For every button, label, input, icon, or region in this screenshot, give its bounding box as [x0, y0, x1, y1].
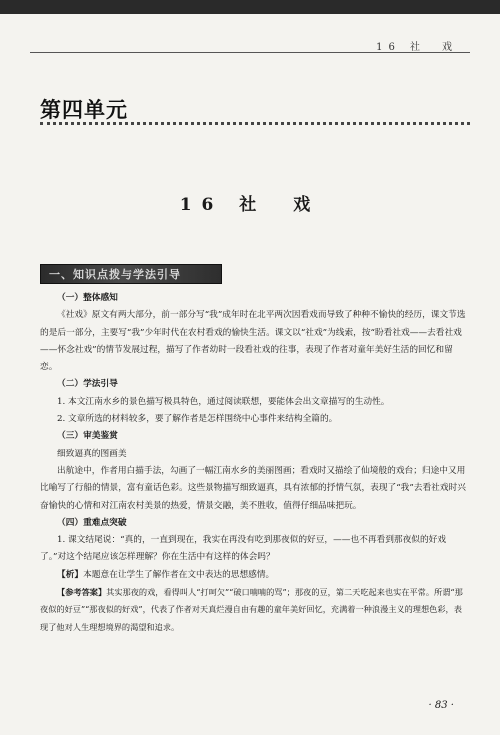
header-rule — [30, 52, 470, 53]
content-body — [40, 290, 468, 636]
answer-label: 【参考答案】 — [57, 587, 107, 598]
analysis-text: 本题意在让学生了解作者在文中表达的思想感情。 — [83, 569, 275, 580]
unit-title: 第四单元 — [40, 98, 128, 122]
paragraph-method-1: 1. 本文江南水乡的景色描写极具特色，通过阅读联想，要能体会出文章描写的生动性。 — [57, 396, 390, 407]
analysis-paragraph — [40, 567, 468, 584]
answer-text: 其实那夜的戏，看得叫人“打呵欠”“破口喃喃的骂”；那夜的豆，第二天吃起来也实在平常。所谓“那夜似的好豆”“那夜似的好戏”，代表了作者对天真烂漫自由有趣的童年美好回忆，充满着一种浪漫主义的理想色彩，表现了他对人生理想境界的渴望和追求。 — [40, 587, 463, 632]
running-head: 16 社 戏 — [376, 42, 458, 53]
subheading-overview: （一）整体感知 — [57, 293, 118, 303]
top-edge-band — [0, 0, 500, 14]
section-banner: 一、知识点拨与学法引导 — [40, 264, 222, 284]
answer-paragraph — [40, 584, 468, 636]
paragraph-overview: 《社戏》原文有两大部分，前一部分写“我”成年时在北平两次因看戏而导致了种种不愉快的经历，课文节选的是后一部分，主要写“我”少年时代在农村看戏的愉快生活。课文以“社戏”为线索，按“盼看社戏——去看社戏——怀念社戏”的情节发展过程，描写了作者幼时一段看社戏的往事，表现了作者对童年美好生活的回忆和留恋。 — [40, 310, 466, 373]
paragraph-aesthetic: 出航途中，作者用白描手法，勾画了一幅江南水乡的美丽图画；看戏时又描绘了仙境般的戏台；归途中又用比喻写了行船的情景，富有童话色彩。这些景物描写细致逼真，具有浓郁的抒情气氛，表现了“我”去看社戏时兴奋愉快的心情和对江南农村美景的热爱，情景交融，美不胜收，值得仔细品味把玩。 — [40, 465, 466, 511]
unit-dotted-rule — [40, 122, 470, 125]
subheading-key-points: （四）重难点突破 — [57, 517, 127, 528]
paragraph-method-2: 2. 文章所选的材料较多，要了解作者是怎样围绕中心事件来结构全篇的。 — [57, 414, 338, 425]
subheading-method: （二）学法引导 — [57, 379, 118, 390]
analysis-label: 【析】 — [57, 569, 84, 580]
paragraph-aesthetic-title: 细致逼真的图画美 — [57, 448, 127, 459]
paragraph-question: 1. 课文结尾说：“真的，一直到现在，我实在再没有吃到那夜似的好豆，——也不再看到那夜似的好戏了。”对这个结尾应该怎样理解？你在生活中有这样的体会吗？ — [40, 535, 447, 563]
page-number: · 83 · — [428, 700, 454, 711]
subheading-aesthetic: （三）审美鉴赏 — [57, 431, 118, 442]
lesson-title: 16 社 戏 — [179, 195, 321, 215]
